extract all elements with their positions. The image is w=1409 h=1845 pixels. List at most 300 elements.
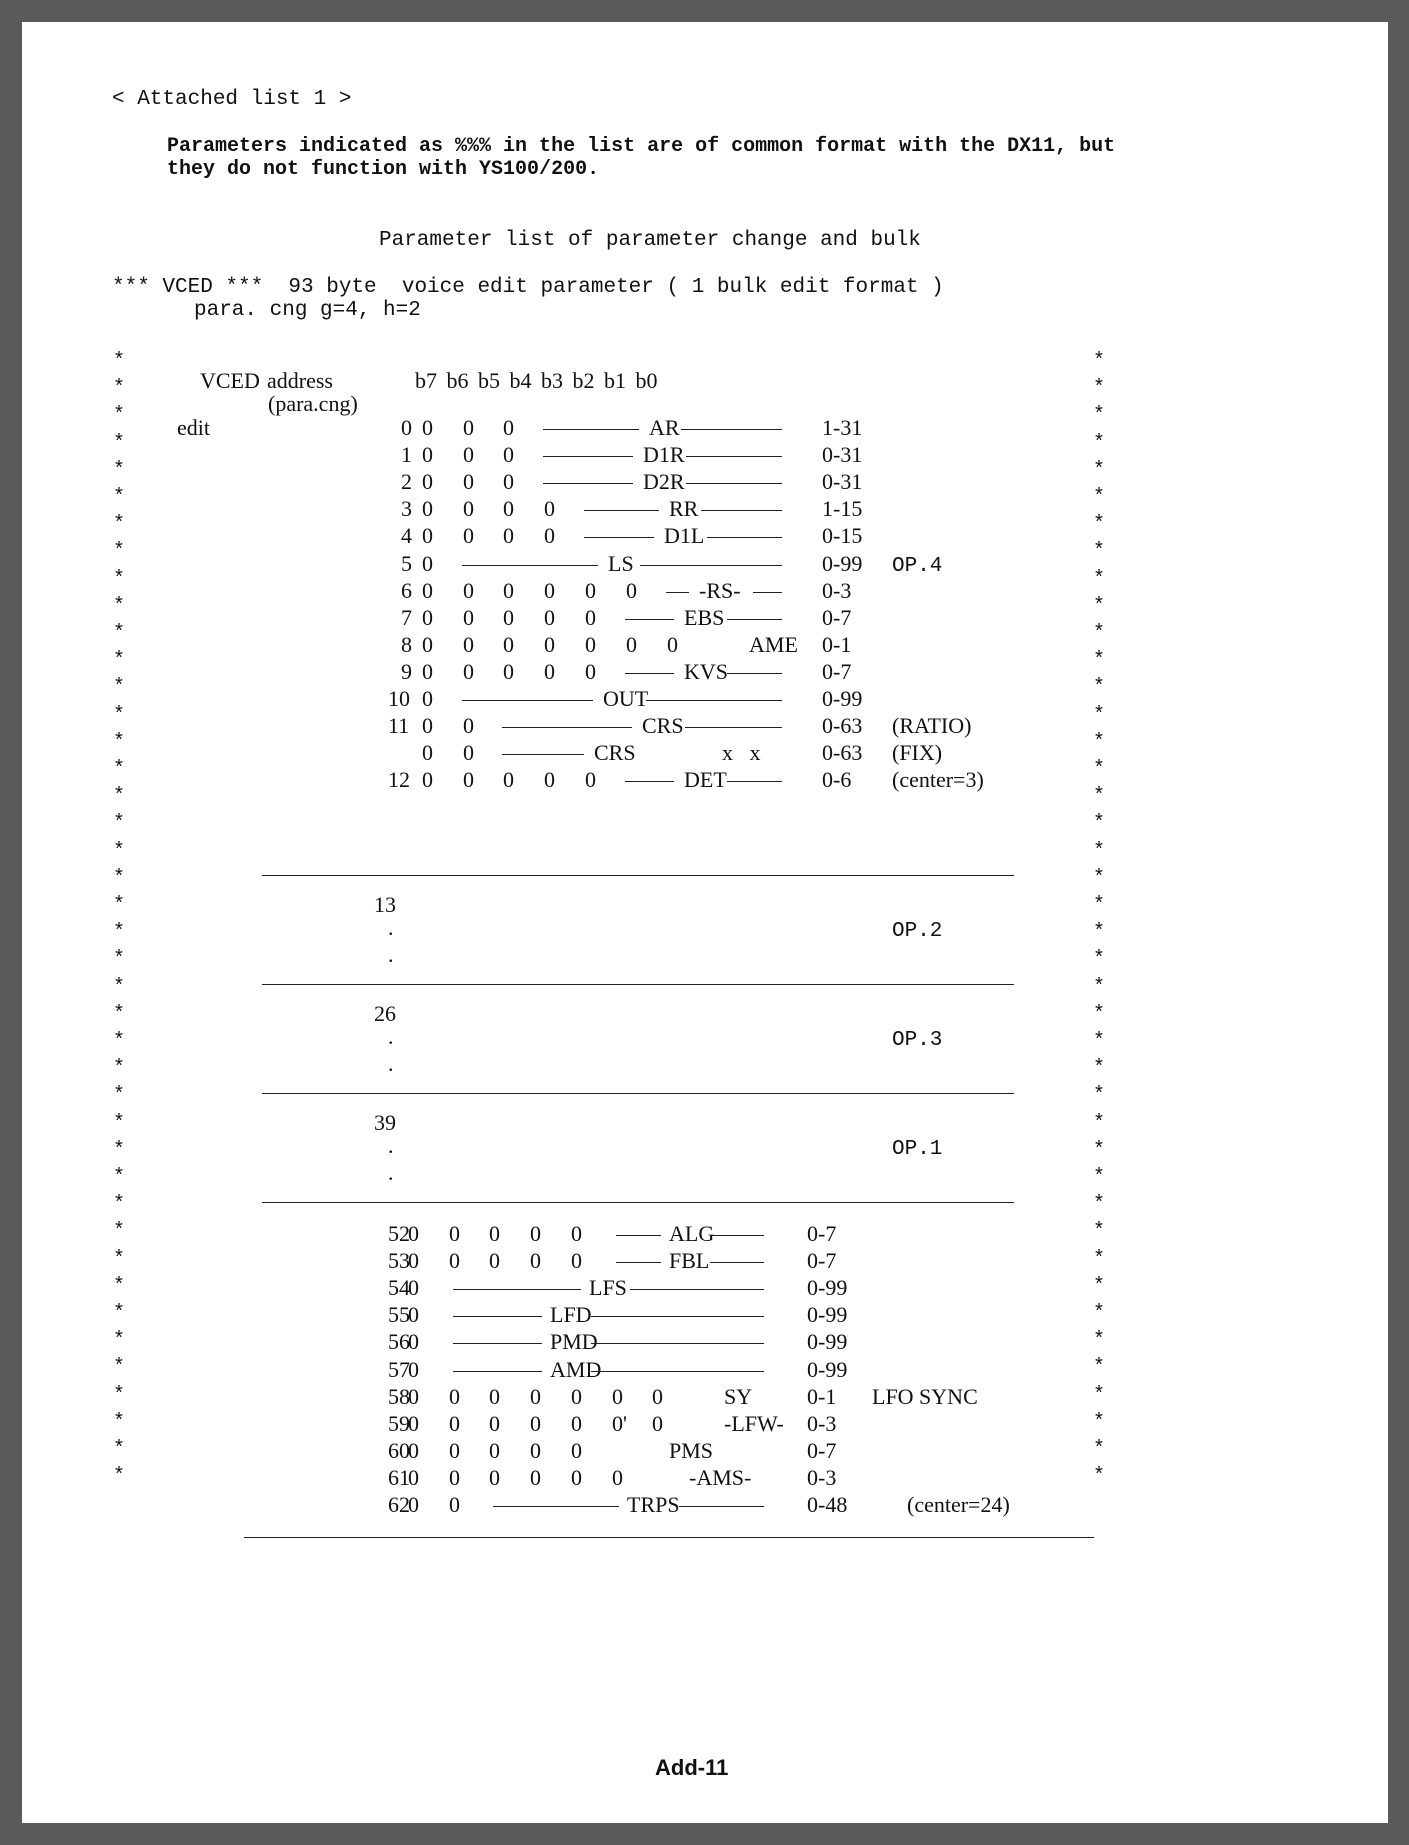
bit-value: 0 xyxy=(544,767,555,793)
group-start-address: 13 xyxy=(374,892,396,917)
col-address: address xyxy=(267,368,333,393)
bit-value: 0 xyxy=(503,631,514,657)
address-cell: 3 xyxy=(401,496,412,522)
bit-value: 0 xyxy=(463,442,474,468)
bit-field-line xyxy=(502,727,632,728)
col-vced: VCED xyxy=(200,368,260,393)
bit-value: 0 xyxy=(463,658,474,684)
bit-value: 0 xyxy=(408,1275,419,1301)
range-cell: 0-1 xyxy=(807,1383,837,1409)
bit-value: 0 xyxy=(408,1410,419,1436)
parameter-name: PMD xyxy=(550,1329,598,1355)
border-star: * xyxy=(1093,377,1106,401)
address-cell: 54 xyxy=(388,1275,410,1301)
range-cell: 0-31 xyxy=(822,442,863,468)
border-star: * xyxy=(1093,1247,1106,1271)
border-star: * xyxy=(1093,758,1106,781)
page-title: Parameter list of parameter change and bulk xyxy=(379,229,921,252)
range-cell: 0-7 xyxy=(807,1437,837,1463)
border-star: * xyxy=(113,1383,126,1407)
ellipsis-dot: . xyxy=(388,1160,394,1185)
parameter-name: PMS xyxy=(669,1437,714,1463)
bit-value: 0 xyxy=(408,1329,419,1355)
parameter-name: -RS- xyxy=(699,577,741,603)
bit-value: 0 xyxy=(422,415,433,440)
border-star: * xyxy=(1093,431,1106,455)
bit-value: 0 xyxy=(408,1356,419,1382)
bit-value: 0 xyxy=(544,577,555,603)
bit-value: 0 xyxy=(626,577,637,603)
border-star: * xyxy=(113,540,126,564)
bit-field-line xyxy=(462,565,598,566)
bit-value: 0 xyxy=(544,604,555,630)
bit-field-line xyxy=(666,592,689,593)
address-cell: 5 xyxy=(401,550,412,576)
bit-value: 0 xyxy=(449,1410,460,1436)
bit-value: 0 xyxy=(612,1464,623,1490)
border-star: * xyxy=(113,1193,126,1217)
ellipsis-dot: . xyxy=(388,1051,394,1076)
bit-field-line xyxy=(543,429,639,430)
border-star: * xyxy=(1093,1329,1106,1353)
border-star: * xyxy=(113,1274,126,1298)
border-star: * xyxy=(113,486,126,509)
border-star: * xyxy=(113,377,126,401)
border-star: * xyxy=(113,948,126,972)
bit-field-line xyxy=(543,456,633,457)
bit-field-line xyxy=(686,483,782,484)
border-star: * xyxy=(113,1111,126,1135)
border-star: * xyxy=(113,1166,126,1189)
bit-value: 0 xyxy=(571,1383,582,1409)
note-cell: (center=24) xyxy=(907,1492,1010,1517)
bit-field-line xyxy=(591,1343,764,1344)
border-star: * xyxy=(1093,1302,1106,1325)
bit-field-line xyxy=(707,537,782,538)
border-star: * xyxy=(113,458,126,482)
border-star: * xyxy=(1093,458,1106,482)
bit-value: 0 xyxy=(422,767,433,793)
border-star: * xyxy=(1093,1002,1106,1026)
bit-value: 0 xyxy=(463,577,474,603)
parameter-name: CRS xyxy=(642,713,684,739)
border-star: * xyxy=(1093,540,1106,564)
bit-value: 0 xyxy=(422,713,433,739)
bit-field-line xyxy=(625,781,674,782)
parameter-name: AMD xyxy=(550,1356,602,1382)
border-star: * xyxy=(1093,812,1106,836)
bit-value: 0 xyxy=(544,658,555,684)
border-star: * xyxy=(1093,1274,1106,1298)
address-cell: 1 xyxy=(401,442,412,468)
range-cell: 0-99 xyxy=(807,1329,848,1355)
op-label-op4: OP.4 xyxy=(892,555,943,578)
bit-value: 0 xyxy=(422,658,433,684)
range-cell: 0-99 xyxy=(807,1302,848,1328)
address-cell: 57 xyxy=(388,1356,410,1382)
bit-value: 0 xyxy=(408,1248,419,1274)
bit-field-line xyxy=(453,1316,542,1317)
bit-field-line xyxy=(453,1343,542,1344)
bit-value: 0 xyxy=(463,469,474,495)
address-cell: 61 xyxy=(388,1464,410,1490)
bit-value: 0 xyxy=(585,604,596,630)
bit-value: 0 xyxy=(530,1410,541,1436)
address-cell: 10 xyxy=(388,686,410,711)
border-star: * xyxy=(113,866,126,890)
attached-list-heading: < Attached list 1 > xyxy=(112,88,352,111)
bit-field-line xyxy=(727,673,782,674)
range-cell: 0-48 xyxy=(807,1492,848,1517)
bit-value: 0 xyxy=(652,1383,663,1409)
bit-field-line xyxy=(625,619,674,620)
border-star: * xyxy=(1093,785,1106,809)
parameter-name: AME xyxy=(749,631,798,657)
border-star: * xyxy=(113,703,126,727)
bit-value: 0 xyxy=(422,740,433,766)
bit-value: 0 xyxy=(571,1221,582,1246)
border-star: * xyxy=(1093,975,1106,999)
bit-value: 0 xyxy=(408,1437,419,1463)
group-start-address: 39 xyxy=(374,1110,396,1135)
border-star: * xyxy=(113,812,126,836)
range-cell: 0-99 xyxy=(822,550,863,576)
bit-value: 0 xyxy=(463,767,474,793)
bit-value: 0 xyxy=(463,631,474,657)
bit-value: 0 xyxy=(503,496,514,522)
bit-value: 0 xyxy=(571,1437,582,1463)
bit-value: 0 xyxy=(408,1492,419,1517)
border-star: * xyxy=(1093,486,1106,509)
border-star: * xyxy=(113,975,126,999)
border-star: * xyxy=(113,404,126,428)
border-star: * xyxy=(113,676,126,700)
ellipsis-dot: . xyxy=(388,1024,394,1049)
address-cell: 0 xyxy=(401,415,412,440)
border-star: * xyxy=(113,1220,126,1244)
bit-field-line xyxy=(543,483,633,484)
border-star: * xyxy=(113,431,126,455)
bit-value: 0 xyxy=(489,1464,500,1490)
bit-value: 0 xyxy=(667,631,678,657)
address-cell: 4 xyxy=(401,523,412,549)
border-star: * xyxy=(1093,404,1106,428)
parameter-name: LFD xyxy=(550,1302,592,1328)
border-star: * xyxy=(1093,1084,1106,1108)
bit-field-line xyxy=(630,1289,764,1290)
range-cell: 0-3 xyxy=(807,1464,837,1490)
note-line-1: Parameters indicated as %%% in the list are of common format with the DX11, but xyxy=(167,135,1116,158)
bit-value: 0 xyxy=(449,1221,460,1246)
parameter-name: EBS xyxy=(684,604,725,630)
note-cell: (FIX) xyxy=(892,740,943,766)
edit-label: edit xyxy=(177,415,210,440)
bit-value: 0 xyxy=(449,1437,460,1463)
border-star: * xyxy=(113,1438,126,1461)
range-cell: 0-99 xyxy=(807,1356,848,1382)
parameter-name: TRPS xyxy=(627,1492,680,1517)
border-star: * xyxy=(1093,1220,1106,1244)
border-star: * xyxy=(113,730,126,754)
parameter-name: RR xyxy=(669,496,699,522)
parameter-name: D1R xyxy=(643,442,685,468)
border-star: * xyxy=(113,622,126,645)
bit-field-line xyxy=(685,727,782,728)
parameter-name: LS xyxy=(608,550,634,576)
range-cell: 0-3 xyxy=(822,577,852,603)
border-star: * xyxy=(1093,1057,1106,1081)
bit-field-line xyxy=(453,1371,542,1372)
parameter-name: ALG xyxy=(669,1221,715,1246)
range-cell: 0-7 xyxy=(822,658,852,684)
note-line-2: they do not function with YS100/200. xyxy=(167,158,600,181)
address-cell: 60 xyxy=(388,1437,410,1463)
address-cell: 6 xyxy=(401,577,412,603)
vced-heading: *** VCED *** 93 byte voice edit parameter ( 1 bulk edit format ) xyxy=(112,276,944,299)
bit-value: 0 xyxy=(449,1464,460,1490)
bit-value: 0 xyxy=(489,1221,500,1246)
range-cell: 0-63 xyxy=(822,740,863,766)
address-cell: 55 xyxy=(388,1302,410,1328)
bit-field-line xyxy=(640,565,782,566)
bit-value: 0 xyxy=(503,442,514,468)
bit-field-line xyxy=(710,1235,764,1236)
bit-value: 0 xyxy=(463,415,474,440)
address-cell: 11 xyxy=(388,713,410,739)
bit-value: 0 xyxy=(530,1383,541,1409)
border-star: * xyxy=(113,1030,126,1053)
section-divider xyxy=(244,1537,1094,1538)
bit-value: 0 xyxy=(463,740,474,766)
border-star: * xyxy=(113,921,126,945)
border-star: * xyxy=(113,1302,126,1325)
address-cell: 8 xyxy=(401,631,412,657)
bit-value: 0 xyxy=(530,1221,541,1246)
border-star: * xyxy=(1093,649,1106,673)
bit-field-line xyxy=(493,1506,619,1507)
address-cell: 62 xyxy=(388,1492,410,1517)
bit-value: 0 xyxy=(544,631,555,657)
border-star: * xyxy=(1093,921,1106,945)
bit-field-line xyxy=(625,673,674,674)
bit-field-line xyxy=(462,700,593,701)
document-page xyxy=(22,22,1388,1823)
bit-value: 0 xyxy=(585,631,596,657)
parameter-name: -AMS- xyxy=(689,1464,752,1490)
border-star: * xyxy=(1093,350,1106,373)
bit-value: 0' xyxy=(612,1410,627,1436)
bit-field-line xyxy=(727,619,782,620)
address-cell: 58 xyxy=(388,1383,410,1409)
bit-value: 0 xyxy=(544,496,555,522)
section-divider xyxy=(262,984,1014,985)
border-star: * xyxy=(113,513,126,537)
bit-value: 0 xyxy=(626,631,637,657)
border-star: * xyxy=(1093,1193,1106,1217)
section-divider xyxy=(262,1202,1014,1203)
border-star: * xyxy=(1093,839,1106,863)
border-star: * xyxy=(1093,594,1106,618)
bit-value: 0 xyxy=(449,1383,460,1409)
border-star: * xyxy=(1093,1166,1106,1189)
bit-value: 0 xyxy=(571,1248,582,1274)
bit-value: 0 xyxy=(612,1383,623,1409)
border-star: * xyxy=(113,839,126,863)
range-cell: 0-63 xyxy=(822,713,863,739)
range-cell: 0-99 xyxy=(807,1275,848,1301)
bit-value: 0 xyxy=(463,496,474,522)
parameter-name: D1L xyxy=(664,523,705,549)
bit-value: 0 xyxy=(489,1437,500,1463)
section-divider xyxy=(262,875,1014,876)
parameter-name: DET xyxy=(684,767,727,793)
bit-value: 0 xyxy=(422,686,433,711)
bit-value: 0 xyxy=(422,604,433,630)
bit-value: 0 xyxy=(585,767,596,793)
note-cell: (RATIO) xyxy=(892,713,972,739)
bit-field-line xyxy=(753,592,782,593)
bit-value: 0 xyxy=(503,415,514,440)
parameter-name: -LFW- xyxy=(724,1410,784,1436)
address-cell: 56 xyxy=(388,1329,410,1355)
bit-field-line xyxy=(616,1235,661,1236)
range-cell: 0-1 xyxy=(822,631,852,657)
border-star: * xyxy=(1093,567,1106,591)
bit-value: 0 xyxy=(449,1248,460,1274)
bit-value: 0 xyxy=(422,523,433,549)
bit-value: 0 xyxy=(408,1383,419,1409)
range-cell: 0-15 xyxy=(822,523,863,549)
operator-label: OP.1 xyxy=(892,1138,943,1161)
border-star: * xyxy=(113,758,126,781)
border-star: * xyxy=(113,1057,126,1081)
para-cng-line: para. cng g=4, h=2 xyxy=(194,299,421,322)
bit-value: 0 xyxy=(503,523,514,549)
bit-field-line xyxy=(453,1289,581,1290)
border-star: * xyxy=(1093,676,1106,700)
address-cell: 52 xyxy=(388,1221,410,1246)
bit-field-line xyxy=(584,510,659,511)
border-star: * xyxy=(1093,1438,1106,1461)
address-cell: 7 xyxy=(401,604,412,630)
operator-label: OP.3 xyxy=(892,1029,943,1052)
section-divider xyxy=(262,1093,1014,1094)
parameter-name: D2R xyxy=(643,469,685,495)
border-star: * xyxy=(1093,730,1106,754)
bit-value: 0 xyxy=(571,1410,582,1436)
border-star: * xyxy=(113,894,126,917)
border-star: * xyxy=(113,1138,126,1162)
bit-value: 0 xyxy=(408,1302,419,1328)
bit-field-line xyxy=(727,781,782,782)
border-star: * xyxy=(1093,948,1106,972)
bit-field-line xyxy=(502,754,584,755)
bit-value: 0 xyxy=(422,496,433,522)
range-cell: 0-31 xyxy=(822,469,863,495)
bit-value: 0 xyxy=(585,658,596,684)
border-star: * xyxy=(113,649,126,673)
bit-value: 0 xyxy=(530,1248,541,1274)
border-star: * xyxy=(1093,866,1106,890)
note-cell: (center=3) xyxy=(892,767,984,793)
border-star: * xyxy=(113,1465,126,1489)
parameter-name: SY xyxy=(724,1383,753,1409)
border-star: * xyxy=(113,1410,126,1434)
bit-field-line xyxy=(584,537,654,538)
range-cell: 0-99 xyxy=(822,686,863,711)
ellipsis-dot: . xyxy=(388,1133,394,1158)
bit-field-line xyxy=(591,1371,764,1372)
border-star: * xyxy=(113,1084,126,1108)
border-star: * xyxy=(1093,1111,1106,1135)
parameter-name: KVS xyxy=(684,658,729,684)
bit-value: 0 xyxy=(571,1464,582,1490)
border-star: * xyxy=(113,567,126,591)
parameter-name: CRS xyxy=(594,740,636,766)
address-cell: 59 xyxy=(388,1410,410,1436)
bit-value: 0 xyxy=(463,523,474,549)
bit-value: 0 xyxy=(489,1248,500,1274)
range-cell: 0-7 xyxy=(807,1221,837,1246)
bit-value: 0 xyxy=(422,550,433,576)
bit-value: 0 xyxy=(530,1464,541,1490)
bit-value: 0 xyxy=(408,1221,419,1246)
bit-value: 0 xyxy=(422,442,433,468)
note-cell: LFO SYNC xyxy=(872,1383,978,1409)
bit-field-line xyxy=(710,1262,764,1263)
address-cell: 9 xyxy=(401,658,412,684)
bit-field-line xyxy=(681,429,782,430)
bit-value: 0 xyxy=(408,1464,419,1490)
bit-value: 0 xyxy=(503,658,514,684)
border-star: * xyxy=(1093,1383,1106,1407)
col-paracng: (para.cng) xyxy=(268,391,358,416)
bit-field-line xyxy=(686,456,782,457)
range-cell: 1-15 xyxy=(822,496,863,522)
range-cell: 0-3 xyxy=(807,1410,837,1436)
bit-value: 0 xyxy=(503,469,514,495)
border-star: * xyxy=(1093,1030,1106,1053)
bit-field-line xyxy=(646,700,782,701)
address-cell: 53 xyxy=(388,1248,410,1274)
bit-value: 0 xyxy=(530,1437,541,1463)
border-star: * xyxy=(1093,1410,1106,1434)
ellipsis-dot: . xyxy=(388,942,394,967)
range-cell: 1-31 xyxy=(822,415,863,440)
border-star: * xyxy=(113,1356,126,1380)
col-bits: b7 b6 b5 b4 b3 b2 b1 b0 xyxy=(415,368,658,393)
border-star: * xyxy=(113,350,126,373)
bit-field-line xyxy=(679,1506,764,1507)
border-star: * xyxy=(1093,703,1106,727)
bit-field-line xyxy=(591,1316,764,1317)
parameter-name: AR xyxy=(649,415,680,440)
bit-value: 0 xyxy=(463,713,474,739)
bit-value: 0 xyxy=(585,577,596,603)
parameter-name: LFS xyxy=(589,1275,627,1301)
border-star: * xyxy=(1093,513,1106,537)
bit-value: 0 xyxy=(503,767,514,793)
bit-value: 0 xyxy=(422,577,433,603)
bit-value: 0 xyxy=(422,469,433,495)
ellipsis-dot: . xyxy=(388,915,394,940)
bit-value: 0 xyxy=(503,604,514,630)
range-cell: 0-6 xyxy=(822,767,852,793)
bit-field-line xyxy=(701,510,782,511)
parameter-name: OUT xyxy=(603,686,649,711)
page-number: Add-11 xyxy=(655,1755,729,1780)
border-star: * xyxy=(1093,1356,1106,1380)
